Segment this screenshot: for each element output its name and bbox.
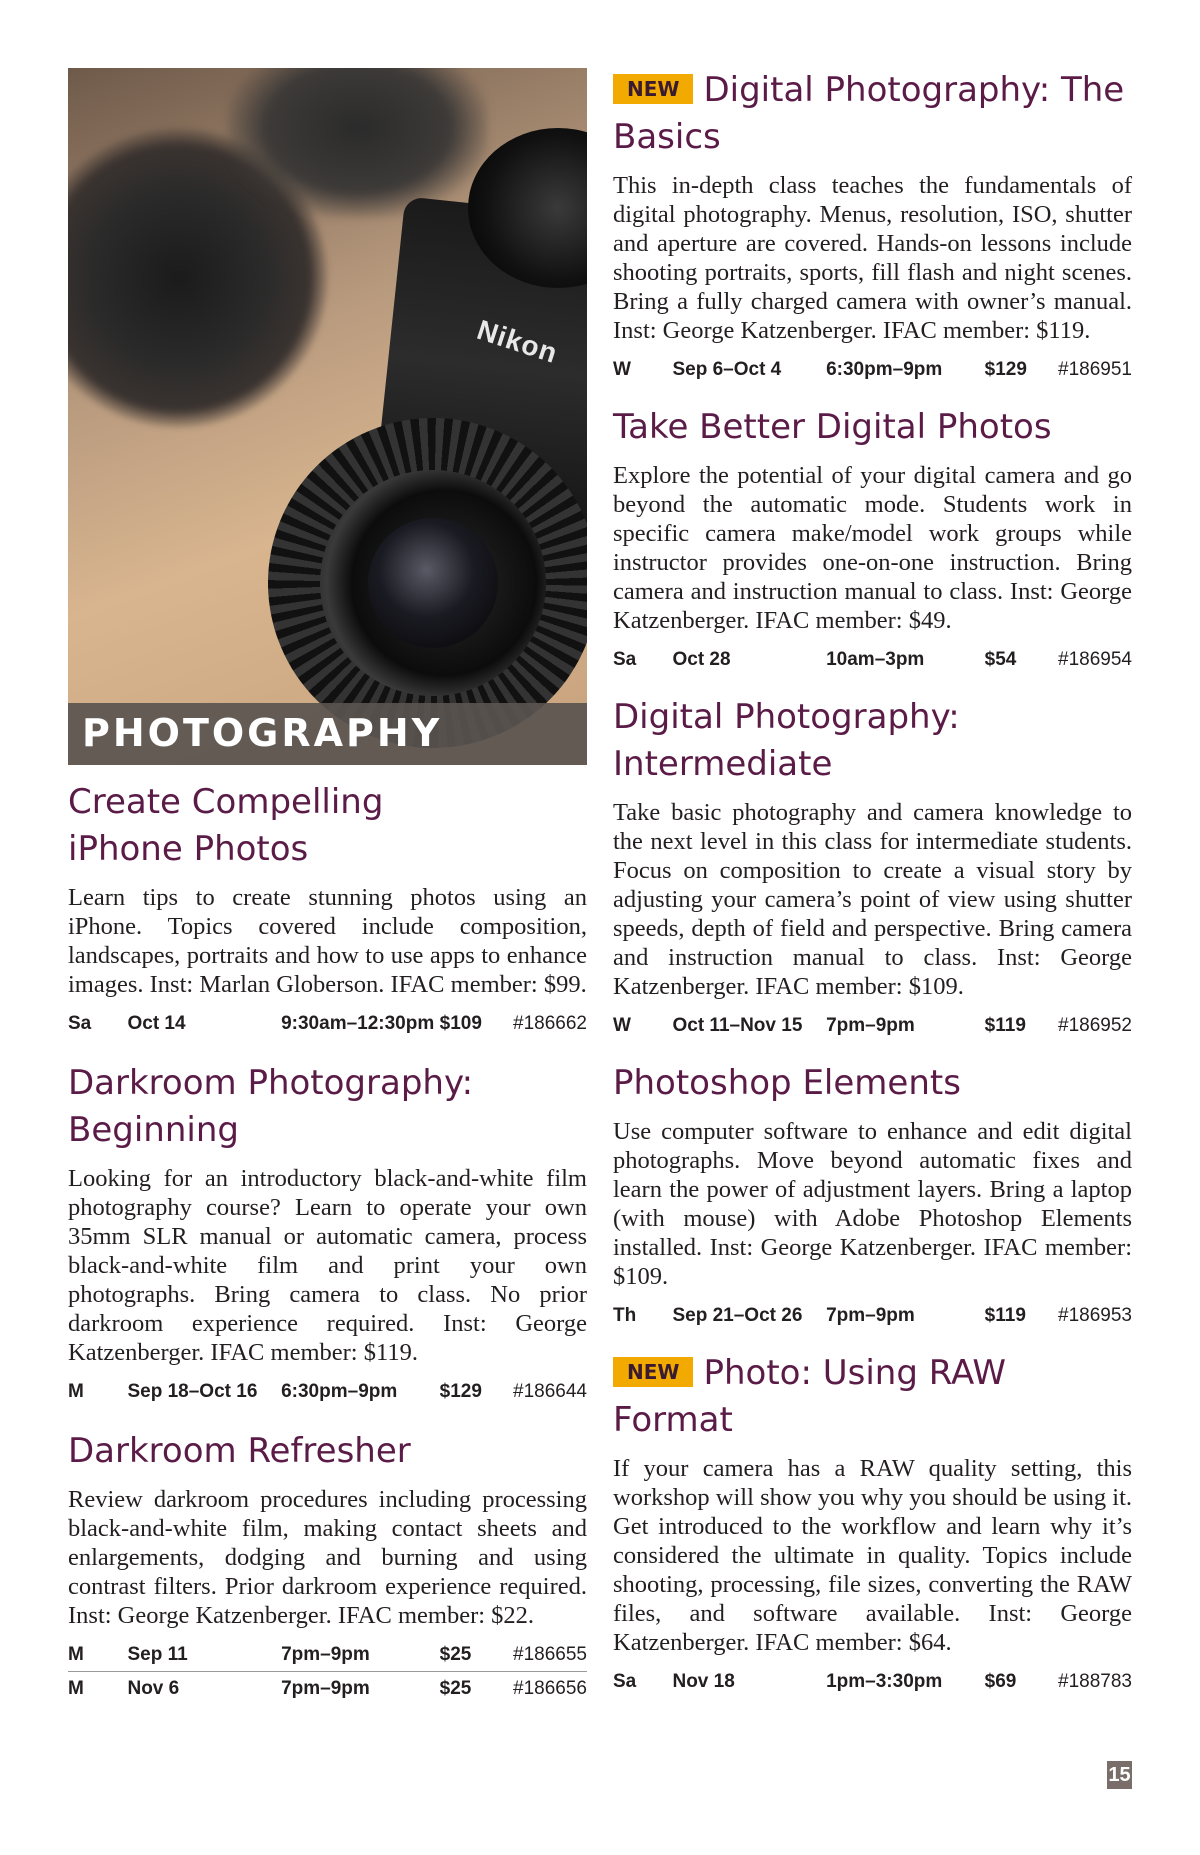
session-day: M xyxy=(68,1644,84,1665)
session-time: 10am–3pm xyxy=(826,649,925,670)
course-description: Review darkroom procedures including processing black-and-white film, making contact sheets and enlargements, dodging and burning and using contrast filters. Prior darkroom experience required. Inst: George Katzenberger. IFAC member: $22. xyxy=(68,1486,587,1629)
session-number: #186953 xyxy=(1058,1305,1132,1326)
course-darkroom-refresher xyxy=(68,1428,587,1705)
session-day: M xyxy=(68,1381,84,1402)
session-time: 6:30pm–9pm xyxy=(826,359,943,380)
course-title: Photoshop Elements xyxy=(613,1063,961,1103)
right-column xyxy=(613,67,1132,1698)
session-time: 6:30pm–9pm xyxy=(281,1381,398,1402)
session-number: #186656 xyxy=(513,1678,587,1699)
session-fee: $119 xyxy=(984,1015,1026,1036)
session-row xyxy=(613,1009,1132,1042)
course-photoshop-elements xyxy=(613,1060,1132,1332)
session-number: #186951 xyxy=(1058,359,1132,380)
course-darkroom-beginning xyxy=(68,1060,587,1408)
session-fee: $54 xyxy=(984,649,1017,670)
session-number: #186954 xyxy=(1058,649,1132,670)
session-fee: $69 xyxy=(984,1671,1017,1692)
new-badge: NEW xyxy=(613,1357,693,1387)
course-description: Explore the potential of your digital camera and go beyond the automatic mode. Students work in specific camera make/model work groups while instructor provides one-on-one instruction. Bring camera and instruction manual to class. Inst: George Katzenberger. IFAC member: $49. xyxy=(613,462,1132,634)
session-row xyxy=(68,1375,587,1408)
session-date: Oct 28 xyxy=(672,649,731,670)
session-time: 7pm–9pm xyxy=(826,1305,915,1326)
session-row xyxy=(68,1638,587,1671)
session-day: Sa xyxy=(613,1671,637,1692)
session-time: 1pm–3:30pm xyxy=(826,1671,943,1692)
session-row xyxy=(68,1007,587,1040)
course-digital-basics xyxy=(613,67,1132,386)
camera-photo xyxy=(68,68,587,765)
session-date: Sep 18–Oct 16 xyxy=(127,1381,258,1402)
session-day: Sa xyxy=(68,1013,92,1034)
session-row xyxy=(613,353,1132,386)
camera-brand-text: Nikon xyxy=(473,313,562,370)
session-number: #188783 xyxy=(1058,1671,1132,1692)
session-row xyxy=(613,1665,1132,1698)
session-date: Sep 6–Oct 4 xyxy=(672,359,782,380)
session-number: #186655 xyxy=(513,1644,587,1665)
session-day: W xyxy=(613,359,631,380)
session-date: Nov 6 xyxy=(127,1678,180,1699)
session-number: #186662 xyxy=(513,1013,587,1034)
course-description: Use computer software to enhance and edit digital photographs. Move beyond automatic fixes and learn the power of adjustment layers. Bring a laptop (with mouse) with Adobe Photoshop Elements installed. Inst: George Katzenberger. IFAC member: $109. xyxy=(613,1118,1132,1290)
session-fee: $25 xyxy=(439,1644,472,1665)
session-fee: $129 xyxy=(984,359,1027,380)
section-title: PHOTOGRAPHY xyxy=(82,711,443,755)
course-title xyxy=(613,1350,1132,1444)
session-row xyxy=(613,1299,1132,1332)
section-banner xyxy=(68,703,587,765)
session-time: 7pm–9pm xyxy=(281,1678,370,1699)
session-row xyxy=(68,1671,587,1705)
course-title: Darkroom Refresher xyxy=(68,1431,411,1471)
new-badge: NEW xyxy=(613,74,693,104)
session-date: Nov 18 xyxy=(672,1671,735,1692)
session-fee: $109 xyxy=(439,1013,482,1034)
session-date: Sep 21–Oct 26 xyxy=(672,1305,803,1326)
session-time: 7pm–9pm xyxy=(826,1015,915,1036)
session-time: 9:30am–12:30pm xyxy=(281,1013,435,1034)
session-row xyxy=(613,643,1132,676)
course-take-better-photos xyxy=(613,404,1132,676)
course-title: Create Compelling iPhone Photos xyxy=(68,782,384,869)
session-number: #186952 xyxy=(1058,1015,1132,1036)
left-column xyxy=(68,68,587,1705)
session-day: Th xyxy=(613,1305,637,1326)
course-title: Digital Photography: Intermediate xyxy=(613,697,960,784)
course-digital-intermediate xyxy=(613,694,1132,1042)
session-date: Sep 11 xyxy=(127,1644,188,1665)
course-title-text: Photo: Using RAW Format xyxy=(613,1353,1006,1440)
session-fee: $129 xyxy=(439,1381,482,1402)
session-number: #186644 xyxy=(513,1381,587,1402)
session-day: Sa xyxy=(613,649,637,670)
course-raw-format xyxy=(613,1350,1132,1698)
course-description: This in-depth class teaches the fundamentals of digital photography. Menus, resolution, ISO, shutter and aperture are covered. Hands-on lessons include shooting portraits, sports, fill flash and night scenes. Bring a fully charged camera with owner’s manual. Inst: George Katzenberger. IFAC member: $119. xyxy=(613,172,1132,344)
course-description: Take basic photography and camera knowledge to the next level in this class for intermediate students. Focus on composition to create a visual story by adjusting your camera’s point of view using shutter speeds, depth of field and perspective. Bring camera and instruction manual to class. Inst: George Katzenberger. IFAC member: $109. xyxy=(613,799,1132,1000)
course-description: Looking for an introductory black-and-white film photography course? Learn to operate your own 35mm SLR manual or automatic camera, process black-and-white film and print your own photographs. Bring camera to class. No prior darkroom experience required. Inst: George Katzenberger. IFAC member: $119. xyxy=(68,1165,587,1366)
course-description: Learn tips to create stunning photos using an iPhone. Topics covered include composition, landscapes, portraits and how to use apps to enhance images. Inst: Marlan Globerson. IFAC member: $99. xyxy=(68,884,587,998)
session-fee: $119 xyxy=(984,1305,1026,1326)
course-title-text: Digital Photography: The Basics xyxy=(613,70,1125,157)
session-day: M xyxy=(68,1678,84,1699)
session-fee: $25 xyxy=(439,1678,472,1699)
course-description: If your camera has a RAW quality setting, this workshop will show you why you should be using it. Get introduced to the workflow and learn why it’s considered the ultimate in quality. Topics include shooting, processing, file sizes, converting the RAW files, and software available. Inst: George Katzenberger. IFAC member: $64. xyxy=(613,1455,1132,1656)
page-number: 15 xyxy=(1107,1761,1132,1789)
session-time: 7pm–9pm xyxy=(281,1644,370,1665)
session-date: Oct 14 xyxy=(127,1013,186,1034)
session-date: Oct 11–Nov 15 xyxy=(672,1015,803,1036)
course-title: Darkroom Photography: Beginning xyxy=(68,1063,474,1150)
course-iphone-photos xyxy=(68,779,587,1040)
course-title: Take Better Digital Photos xyxy=(613,407,1052,447)
course-title xyxy=(613,67,1132,161)
session-day: W xyxy=(613,1015,631,1036)
